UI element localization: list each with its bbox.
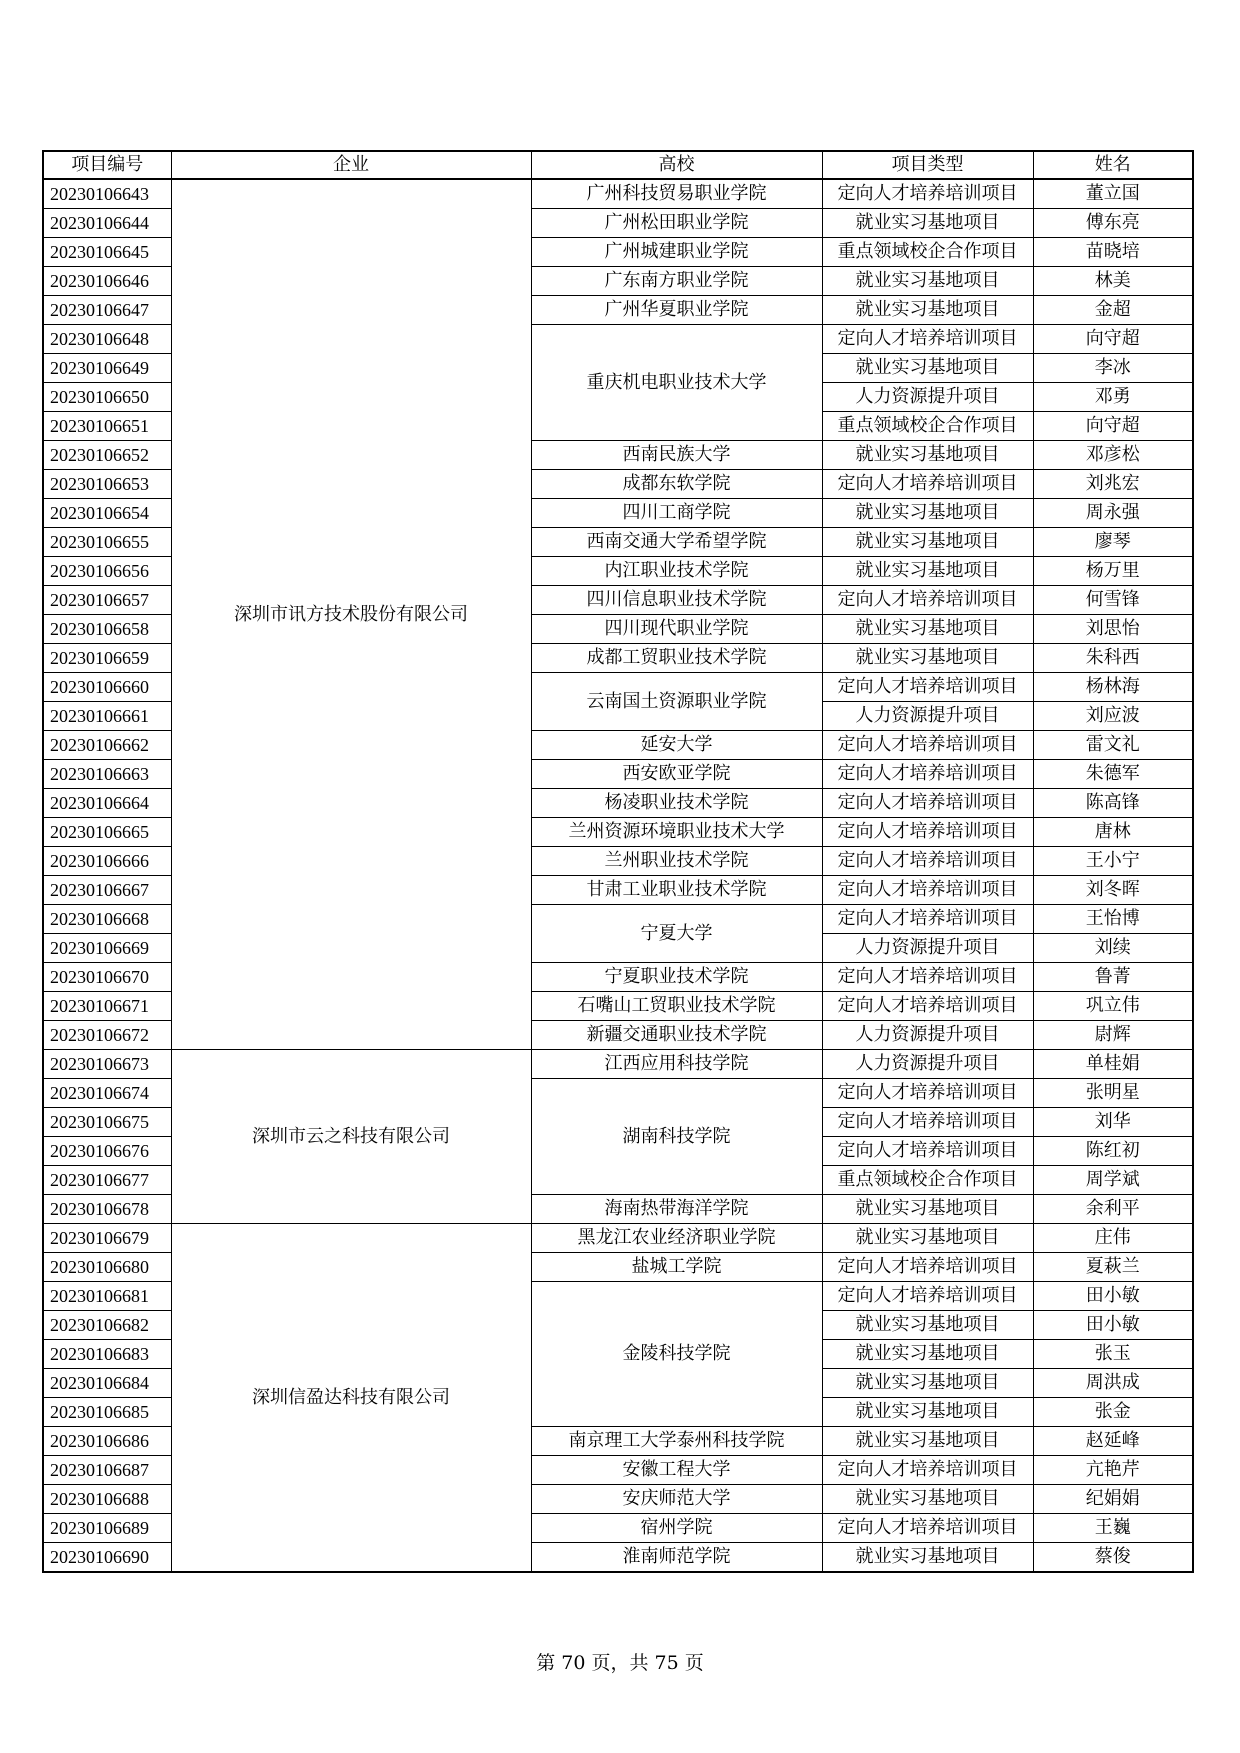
person-name-cell: 尉辉: [1033, 1021, 1193, 1050]
person-name-cell: 蔡俊: [1033, 1543, 1193, 1573]
project-id-cell: 20230106672: [43, 1021, 171, 1050]
person-name-cell: 廖琴: [1033, 528, 1193, 557]
project-id-cell: 20230106674: [43, 1079, 171, 1108]
person-name-cell: 赵延峰: [1033, 1427, 1193, 1456]
project-id-cell: 20230106662: [43, 731, 171, 760]
school-cell: 安庆师范大学: [531, 1485, 822, 1514]
project-type-cell: 定向人才培养培训项目: [822, 1253, 1033, 1282]
project-type-cell: 定向人才培养培训项目: [822, 1514, 1033, 1543]
table-header-row: [43, 151, 1193, 179]
person-name-cell: 金超: [1033, 296, 1193, 325]
project-id-cell: 20230106654: [43, 499, 171, 528]
project-id-cell: 20230106681: [43, 1282, 171, 1311]
person-name-cell: 杨万里: [1033, 557, 1193, 586]
person-name-cell: 李冰: [1033, 354, 1193, 383]
company-cell: 深圳市讯方技术股份有限公司: [171, 179, 531, 1050]
school-cell: 重庆机电职业技术大学: [531, 325, 822, 441]
project-id-cell: 20230106679: [43, 1224, 171, 1253]
person-name-cell: 余利平: [1033, 1195, 1193, 1224]
project-type-cell: 人力资源提升项目: [822, 383, 1033, 412]
table-row: [43, 179, 1193, 209]
header-company: 企业: [171, 151, 531, 179]
person-name-cell: 朱德军: [1033, 760, 1193, 789]
project-id-cell: 20230106651: [43, 412, 171, 441]
project-id-cell: 20230106661: [43, 702, 171, 731]
project-type-cell: 就业实习基地项目: [822, 557, 1033, 586]
person-name-cell: 林美: [1033, 267, 1193, 296]
project-type-cell: 就业实习基地项目: [822, 1398, 1033, 1427]
person-name-cell: 陈红初: [1033, 1137, 1193, 1166]
project-type-cell: 定向人才培养培训项目: [822, 1079, 1033, 1108]
project-id-cell: 20230106664: [43, 789, 171, 818]
school-cell: 四川信息职业技术学院: [531, 586, 822, 615]
school-cell: 内江职业技术学院: [531, 557, 822, 586]
school-cell: 西安欧亚学院: [531, 760, 822, 789]
school-cell: 宁夏职业技术学院: [531, 963, 822, 992]
person-name-cell: 周洪成: [1033, 1369, 1193, 1398]
project-id-cell: 20230106687: [43, 1456, 171, 1485]
school-cell: 石嘴山工贸职业技术学院: [531, 992, 822, 1021]
project-id-cell: 20230106689: [43, 1514, 171, 1543]
person-name-cell: 王怡博: [1033, 905, 1193, 934]
project-type-cell: 重点领域校企合作项目: [822, 238, 1033, 267]
project-id-cell: 20230106678: [43, 1195, 171, 1224]
person-name-cell: 邓勇: [1033, 383, 1193, 412]
person-name-cell: 亢艳芹: [1033, 1456, 1193, 1485]
project-id-cell: 20230106658: [43, 615, 171, 644]
project-type-cell: 重点领域校企合作项目: [822, 412, 1033, 441]
person-name-cell: 唐林: [1033, 818, 1193, 847]
project-type-cell: 就业实习基地项目: [822, 267, 1033, 296]
school-cell: 西南交通大学希望学院: [531, 528, 822, 557]
person-name-cell: 周永强: [1033, 499, 1193, 528]
person-name-cell: 何雪锋: [1033, 586, 1193, 615]
person-name-cell: 周学斌: [1033, 1166, 1193, 1195]
person-name-cell: 单桂娟: [1033, 1050, 1193, 1079]
project-type-cell: 定向人才培养培训项目: [822, 673, 1033, 702]
person-name-cell: 刘华: [1033, 1108, 1193, 1137]
project-id-cell: 20230106665: [43, 818, 171, 847]
project-type-cell: 定向人才培养培训项目: [822, 818, 1033, 847]
project-type-cell: 定向人才培养培训项目: [822, 325, 1033, 354]
school-cell: 广州华夏职业学院: [531, 296, 822, 325]
person-name-cell: 雷文礼: [1033, 731, 1193, 760]
project-type-cell: 重点领域校企合作项目: [822, 1166, 1033, 1195]
project-type-cell: 就业实习基地项目: [822, 499, 1033, 528]
project-type-cell: 就业实习基地项目: [822, 1311, 1033, 1340]
person-name-cell: 纪娟娟: [1033, 1485, 1193, 1514]
project-id-cell: 20230106673: [43, 1050, 171, 1079]
project-type-cell: 人力资源提升项目: [822, 1021, 1033, 1050]
project-type-cell: 就业实习基地项目: [822, 296, 1033, 325]
project-id-cell: 20230106671: [43, 992, 171, 1021]
project-type-cell: 定向人才培养培训项目: [822, 905, 1033, 934]
company-cell: 深圳信盈达科技有限公司: [171, 1224, 531, 1573]
project-id-cell: 20230106660: [43, 673, 171, 702]
project-id-cell: 20230106680: [43, 1253, 171, 1282]
project-id-cell: 20230106690: [43, 1543, 171, 1573]
school-cell: 南京理工大学泰州科技学院: [531, 1427, 822, 1456]
person-name-cell: 刘应波: [1033, 702, 1193, 731]
project-type-cell: 定向人才培养培训项目: [822, 789, 1033, 818]
project-id-cell: 20230106666: [43, 847, 171, 876]
person-name-cell: 杨林海: [1033, 673, 1193, 702]
project-id-cell: 20230106685: [43, 1398, 171, 1427]
project-id-cell: 20230106670: [43, 963, 171, 992]
project-type-cell: 就业实习基地项目: [822, 1340, 1033, 1369]
school-cell: 海南热带海洋学院: [531, 1195, 822, 1224]
project-id-cell: 20230106675: [43, 1108, 171, 1137]
project-id-cell: 20230106684: [43, 1369, 171, 1398]
person-name-cell: 向守超: [1033, 325, 1193, 354]
school-cell: 淮南师范学院: [531, 1543, 822, 1573]
school-cell: 江西应用科技学院: [531, 1050, 822, 1079]
project-id-cell: 20230106663: [43, 760, 171, 789]
project-type-cell: 就业实习基地项目: [822, 441, 1033, 470]
project-type-cell: 定向人才培养培训项目: [822, 731, 1033, 760]
project-id-cell: 20230106683: [43, 1340, 171, 1369]
project-table: [42, 150, 1194, 1573]
header-project-id: 项目编号: [43, 151, 171, 179]
school-cell: 兰州职业技术学院: [531, 847, 822, 876]
school-cell: 金陵科技学院: [531, 1282, 822, 1427]
project-id-cell: 20230106643: [43, 179, 171, 209]
project-type-cell: 定向人才培养培训项目: [822, 992, 1033, 1021]
school-cell: 宁夏大学: [531, 905, 822, 963]
project-id-cell: 20230106682: [43, 1311, 171, 1340]
school-cell: 四川现代职业学院: [531, 615, 822, 644]
project-type-cell: 定向人才培养培训项目: [822, 1282, 1033, 1311]
project-type-cell: 定向人才培养培训项目: [822, 847, 1033, 876]
school-cell: 西南民族大学: [531, 441, 822, 470]
project-type-cell: 定向人才培养培训项目: [822, 1137, 1033, 1166]
project-id-cell: 20230106644: [43, 209, 171, 238]
project-type-cell: 就业实习基地项目: [822, 209, 1033, 238]
person-name-cell: 张玉: [1033, 1340, 1193, 1369]
project-type-cell: 定向人才培养培训项目: [822, 963, 1033, 992]
project-id-cell: 20230106655: [43, 528, 171, 557]
project-id-cell: 20230106686: [43, 1427, 171, 1456]
header-name: 姓名: [1033, 151, 1193, 179]
table-row: [43, 1224, 1193, 1253]
project-id-cell: 20230106649: [43, 354, 171, 383]
project-id-cell: 20230106646: [43, 267, 171, 296]
person-name-cell: 巩立伟: [1033, 992, 1193, 1021]
school-cell: 四川工商学院: [531, 499, 822, 528]
project-id-cell: 20230106653: [43, 470, 171, 499]
school-cell: 成都东软学院: [531, 470, 822, 499]
school-cell: 杨凌职业技术学院: [531, 789, 822, 818]
school-cell: 广州松田职业学院: [531, 209, 822, 238]
project-id-cell: 20230106669: [43, 934, 171, 963]
person-name-cell: 夏萩兰: [1033, 1253, 1193, 1282]
person-name-cell: 田小敏: [1033, 1282, 1193, 1311]
project-id-cell: 20230106676: [43, 1137, 171, 1166]
project-type-cell: 定向人才培养培训项目: [822, 760, 1033, 789]
person-name-cell: 邓彦松: [1033, 441, 1193, 470]
project-id-cell: 20230106688: [43, 1485, 171, 1514]
school-cell: 兰州资源环境职业技术大学: [531, 818, 822, 847]
school-cell: 宿州学院: [531, 1514, 822, 1543]
project-type-cell: 人力资源提升项目: [822, 1050, 1033, 1079]
project-type-cell: 定向人才培养培训项目: [822, 1456, 1033, 1485]
project-id-cell: 20230106667: [43, 876, 171, 905]
project-type-cell: 定向人才培养培训项目: [822, 876, 1033, 905]
project-id-cell: 20230106648: [43, 325, 171, 354]
company-cell: 深圳市云之科技有限公司: [171, 1050, 531, 1224]
school-cell: 盐城工学院: [531, 1253, 822, 1282]
school-cell: 广州城建职业学院: [531, 238, 822, 267]
person-name-cell: 傅东亮: [1033, 209, 1193, 238]
project-type-cell: 就业实习基地项目: [822, 1485, 1033, 1514]
person-name-cell: 王巍: [1033, 1514, 1193, 1543]
project-type-cell: 定向人才培养培训项目: [822, 470, 1033, 499]
project-type-cell: 就业实习基地项目: [822, 1543, 1033, 1573]
person-name-cell: 王小宁: [1033, 847, 1193, 876]
project-type-cell: 人力资源提升项目: [822, 702, 1033, 731]
project-type-cell: 定向人才培养培训项目: [822, 179, 1033, 209]
project-type-cell: 定向人才培养培训项目: [822, 1108, 1033, 1137]
project-type-cell: 人力资源提升项目: [822, 934, 1033, 963]
school-cell: 安徽工程大学: [531, 1456, 822, 1485]
school-cell: 甘肃工业职业技术学院: [531, 876, 822, 905]
person-name-cell: 刘冬晖: [1033, 876, 1193, 905]
project-id-cell: 20230106668: [43, 905, 171, 934]
project-id-cell: 20230106650: [43, 383, 171, 412]
person-name-cell: 董立国: [1033, 179, 1193, 209]
school-cell: 湖南科技学院: [531, 1079, 822, 1195]
person-name-cell: 刘续: [1033, 934, 1193, 963]
project-id-cell: 20230106657: [43, 586, 171, 615]
project-type-cell: 就业实习基地项目: [822, 1369, 1033, 1398]
header-project-type: 项目类型: [822, 151, 1033, 179]
school-cell: 黑龙江农业经济职业学院: [531, 1224, 822, 1253]
person-name-cell: 陈高锋: [1033, 789, 1193, 818]
school-cell: 广州科技贸易职业学院: [531, 179, 822, 209]
project-type-cell: 就业实习基地项目: [822, 1224, 1033, 1253]
project-id-cell: 20230106645: [43, 238, 171, 267]
person-name-cell: 张明星: [1033, 1079, 1193, 1108]
project-type-cell: 就业实习基地项目: [822, 528, 1033, 557]
project-id-cell: 20230106659: [43, 644, 171, 673]
project-type-cell: 就业实习基地项目: [822, 644, 1033, 673]
project-type-cell: 定向人才培养培训项目: [822, 586, 1033, 615]
person-name-cell: 刘思怡: [1033, 615, 1193, 644]
person-name-cell: 张金: [1033, 1398, 1193, 1427]
school-cell: 云南国土资源职业学院: [531, 673, 822, 731]
school-cell: 延安大学: [531, 731, 822, 760]
page-footer: 第 70 页，共 75 页: [536, 1652, 704, 1674]
person-name-cell: 刘兆宏: [1033, 470, 1193, 499]
header-school: 高校: [531, 151, 822, 179]
project-type-cell: 就业实习基地项目: [822, 615, 1033, 644]
person-name-cell: 鲁菁: [1033, 963, 1193, 992]
school-cell: 广东南方职业学院: [531, 267, 822, 296]
school-cell: 新疆交通职业技术学院: [531, 1021, 822, 1050]
person-name-cell: 田小敏: [1033, 1311, 1193, 1340]
project-id-cell: 20230106647: [43, 296, 171, 325]
project-id-cell: 20230106656: [43, 557, 171, 586]
project-id-cell: 20230106677: [43, 1166, 171, 1195]
person-name-cell: 苗晓培: [1033, 238, 1193, 267]
person-name-cell: 向守超: [1033, 412, 1193, 441]
project-id-cell: 20230106652: [43, 441, 171, 470]
project-type-cell: 就业实习基地项目: [822, 354, 1033, 383]
school-cell: 成都工贸职业技术学院: [531, 644, 822, 673]
project-type-cell: 就业实习基地项目: [822, 1427, 1033, 1456]
person-name-cell: 庄伟: [1033, 1224, 1193, 1253]
person-name-cell: 朱科西: [1033, 644, 1193, 673]
project-type-cell: 就业实习基地项目: [822, 1195, 1033, 1224]
table-row: [43, 1050, 1193, 1079]
